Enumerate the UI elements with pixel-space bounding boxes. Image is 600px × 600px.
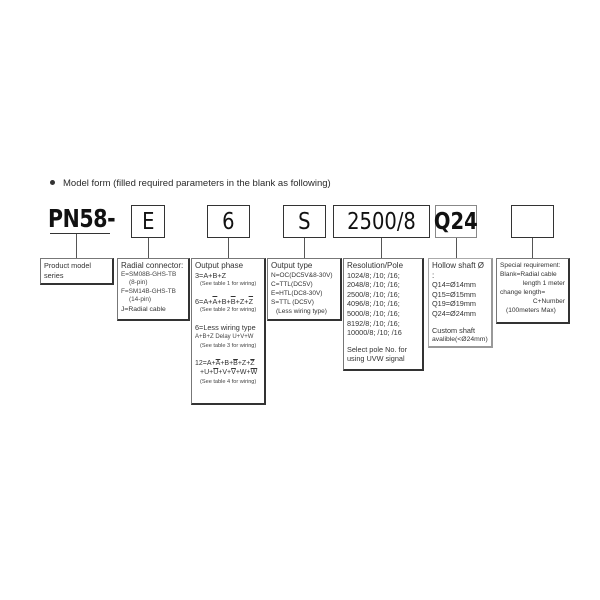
phase-note: (See table 4 for wiring) bbox=[200, 378, 257, 385]
label-line: E=HTL(DC8-30V) bbox=[271, 289, 323, 297]
label-title: Product model bbox=[44, 261, 92, 270]
model-prefix: PN58- bbox=[48, 204, 116, 233]
label-line: Blank=Radial cable bbox=[500, 271, 557, 278]
model-form-heading bbox=[50, 178, 331, 189]
code-resolution: 2500/8 bbox=[347, 208, 416, 235]
label-note: Custom shaft bbox=[432, 325, 475, 335]
label-special-requirement bbox=[496, 258, 570, 324]
label-hollow-shaft bbox=[428, 258, 493, 348]
label-note: avalible(<Ø24mm) bbox=[432, 336, 488, 344]
heading-text: Model form (filled required parameters in the blank as following) bbox=[63, 178, 331, 189]
phase-detail: A+B+Z Delay U+V+W bbox=[195, 333, 254, 340]
label-line: J=Radial cable bbox=[121, 305, 166, 313]
code-box-shaft bbox=[435, 205, 477, 238]
label-line: Q24=Ø24mm bbox=[432, 308, 477, 318]
label-line: series bbox=[44, 270, 64, 280]
phase-option-12: $12=A+\overline{A}+B+\overline{B}+Z+\overline{Z}$ bbox=[195, 359, 255, 367]
label-line: change length= bbox=[500, 289, 546, 296]
label-title: Hollow shaft Ø : bbox=[432, 261, 485, 280]
code-phase: 6 bbox=[222, 208, 235, 235]
label-line: S=TTL (DC5V) bbox=[271, 298, 314, 306]
label-line: length 1 meter bbox=[522, 280, 565, 287]
label-line: (100meters Max) bbox=[506, 307, 556, 314]
label-line: 2500/8; /10; /16; bbox=[347, 289, 400, 299]
label-line: 1024/8; /10; /16; bbox=[347, 270, 400, 280]
phase-option-12-uvw: $+U+\overline{U}+V+\overline{V}+W+\overline{W}$ bbox=[200, 369, 258, 377]
label-line: 5000/8; /10; /16; bbox=[347, 308, 400, 318]
connector-line-shaft bbox=[456, 238, 457, 258]
bullet-icon bbox=[50, 180, 55, 185]
phase-note: (See table 2 for wiring) bbox=[200, 307, 257, 314]
label-note: using UVW signal bbox=[347, 354, 405, 364]
label-line: Q19=Ø19mm bbox=[432, 299, 477, 309]
phase-option-6: $6=A+\overline{A}+B+\overline{B}+Z+\overline{Z}$ bbox=[195, 296, 254, 306]
label-line: (14-pin) bbox=[129, 296, 152, 304]
code-box-phase bbox=[207, 205, 250, 238]
label-line: Q14=Ø14mm bbox=[432, 280, 477, 290]
label-title: Special requirement: bbox=[500, 262, 561, 269]
connector-line-resolution bbox=[381, 238, 382, 258]
label-title: Resolution/Pole bbox=[347, 261, 404, 270]
prefix-underline bbox=[50, 233, 110, 234]
label-line: 4096/8; /10; /16; bbox=[347, 299, 400, 309]
label-product-model bbox=[40, 258, 114, 285]
label-line: E=SM08B-GHS-TB bbox=[121, 270, 177, 278]
phase-option-6-less: 6=Less wiring type bbox=[195, 322, 256, 332]
code-box-connector bbox=[131, 205, 165, 238]
label-line: N=OC(DC5V&8-30V) bbox=[271, 271, 333, 279]
phase-note: (See table 3 for wiring) bbox=[200, 343, 257, 350]
connector-line-phase bbox=[228, 238, 229, 258]
code-box-resolution bbox=[333, 205, 430, 238]
label-line: (Less wiring type) bbox=[276, 307, 327, 315]
label-title: Radial connector: bbox=[121, 261, 184, 270]
code-connector: E bbox=[141, 208, 155, 235]
code-output: S bbox=[298, 208, 311, 235]
label-line: C+Number bbox=[532, 298, 565, 305]
connector-line-output bbox=[304, 238, 305, 258]
label-title: Output phase bbox=[195, 261, 244, 270]
code-box-special bbox=[511, 205, 554, 238]
label-radial-connector bbox=[117, 258, 190, 321]
connector-line-product bbox=[76, 234, 77, 258]
label-line: C=TTL(DC5V) bbox=[271, 280, 313, 288]
label-line: 10000/8; /10; /16 bbox=[347, 328, 402, 338]
label-note: Select pole No. for bbox=[347, 344, 408, 354]
connector-line-connector bbox=[148, 238, 149, 258]
code-shaft: Q24 bbox=[434, 208, 478, 235]
label-output-phase bbox=[191, 258, 266, 405]
label-output-type bbox=[267, 258, 342, 321]
label-line: 2048/8; /10; /16; bbox=[347, 280, 400, 290]
connector-line-special bbox=[532, 238, 533, 258]
label-line: 8192/8; /10; /16; bbox=[347, 318, 400, 328]
label-line: F=SM14B-GHS-TB bbox=[121, 287, 176, 295]
label-title: Output type bbox=[271, 261, 313, 270]
label-line: (8-pin) bbox=[129, 279, 148, 287]
label-line: Q15=Ø15mm bbox=[432, 289, 477, 299]
phase-option-3: 3=A+B+Z bbox=[195, 270, 227, 280]
phase-note: (See table 1 for wiring) bbox=[200, 281, 257, 288]
code-box-output bbox=[283, 205, 326, 238]
label-resolution-pole bbox=[343, 258, 424, 371]
